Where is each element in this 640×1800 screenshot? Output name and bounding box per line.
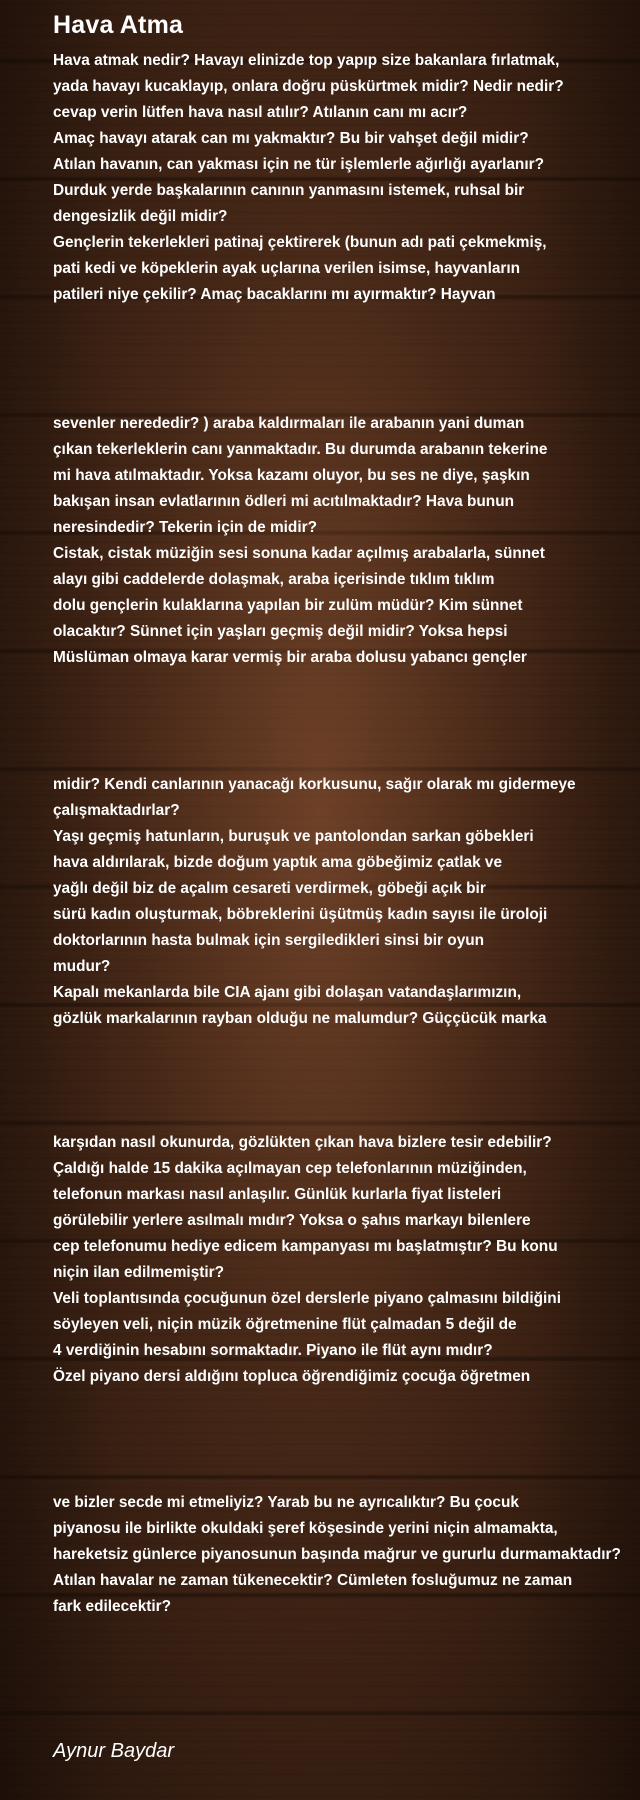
poem-line: Kapalı mekanlarda bile CIA ajanı gibi dolaşan vatandaşlarımızın, (53, 984, 522, 1001)
poem-line: Cistak, cistak müziğin sesi sonuna kadar açılmış arabalarla, sünnet (53, 545, 545, 562)
poem-line: telefonun markası nasıl anlaşılır. Günlük kurlarla fiyat listeleri (53, 1186, 502, 1203)
poem-line: 4 verdiğinin hesabını sormaktadır. Piyano ile flüt aynı mıdır? (53, 1342, 493, 1359)
poem-block-3 (53, 772, 638, 1032)
poem-line: karşıdan nasıl okunurda, gözlükten çıkan hava bizlere tesir edebilir? (53, 1134, 552, 1151)
poem-line: çıkan tekerleklerin canı yanmaktadır. Bu durumda arabanın tekerine (53, 441, 548, 458)
poem-line: Hava atmak nedir? Havayı elinizde top yapıp size bakanlara fırlatmak, (53, 52, 560, 69)
poem-line: midir? Kendi canlarının yanacağı korkusunu, sağır olarak mı gidermeye (53, 776, 576, 793)
poem-line: sürü kadın oluşturmak, böbreklerini üşütmüş kadın sayısı ile üroloji (53, 906, 548, 923)
poem-line: Durduk yerde başkalarının canının yanmasını istemek, ruhsal bir (53, 182, 525, 199)
poem-line: Gençlerin tekerlekleri patinaj çektirerek (bunun adı pati çekmekmiş, (53, 234, 547, 251)
poem-line: Yaşı geçmiş hatunların, buruşuk ve pantolondan sarkan göbekleri (53, 828, 534, 845)
poem-line: görülebilir yerlere asılmalı mıdır? Yoksa o şahıs markayı bilenlere (53, 1212, 531, 1229)
poem-title: Hava Atma (53, 11, 184, 39)
poem-line: yada havayı kucaklayıp, onlara doğru püskürtmek midir? Nedir nedir? (53, 78, 564, 95)
poem-block-1 (53, 48, 638, 308)
poem-line: Çaldığı halde 15 dakika açılmayan cep telefonlarının müziğinden, (53, 1160, 527, 1177)
poem-line: dengesizlik değil midir? (53, 208, 228, 225)
poem-line: Atılan havalar ne zaman tükenecektir? Cümleten fosluğumuz ne zaman (53, 1572, 573, 1589)
poem-line: Müslüman olmaya karar vermiş bir araba dolusu yabancı gençler (53, 649, 527, 666)
poem-line: doktorlarının hasta bulmak için sergiledikleri sinsi bir oyun (53, 932, 485, 949)
poem-block-5 (53, 1490, 638, 1620)
poem-line: mudur? (53, 958, 111, 975)
poem-line: niçin ilan edilmemiştir? (53, 1264, 225, 1281)
poem-line: olacaktır? Sünnet için yaşları geçmiş değil midir? Yoksa hepsi (53, 623, 508, 640)
poem-block-2 (53, 411, 638, 671)
poem-line: yağlı değil biz de açalım cesareti verdirmek, göbeği açık bir (53, 880, 486, 897)
poem-line: bakışan insan evlatlarının ödleri mi acıtılmaktadır? Hava bunun (53, 493, 514, 510)
poem-line: Atılan havanın, can yakması için ne tür işlemlerle ağırlığı ayarlanır? (53, 156, 544, 173)
poem-line: hareketsiz günlerce piyanosunun başında mağrur ve gururlu durmamaktadır? (53, 1546, 621, 1563)
poem-line: Veli toplantısında çocuğunun özel derslerle piyano çalmasını bildiğini (53, 1290, 561, 1307)
poem-line: cevap verin lütfen hava nasıl atılır? Atılanın canı mı acır? (53, 104, 468, 121)
poem-line: fark edilecektir? (53, 1598, 172, 1615)
poem-line: Amaç havayı atarak can mı yakmaktır? Bu bir vahşet değil midir? (53, 130, 529, 147)
poem-line: alayı gibi caddelerde dolaşmak, araba içerisinde tıklım tıklım (53, 571, 495, 588)
poem-line: sevenler nerededir? ) araba kaldırmaları ile arabanın yani duman (53, 415, 525, 432)
poem-line: neresindedir? Tekerin için de midir? (53, 519, 317, 536)
poem-line: cep telefonumu hediye edicem kampanyası mı başlatmıştır? Bu konu (53, 1238, 558, 1255)
poem-block-4 (53, 1130, 638, 1390)
poem-line: mi hava atılmaktadır. Yoksa kazamı oluyor, bu ses ne diye, şaşkın (53, 467, 530, 484)
poem-line: söyleyen veli, niçin müzik öğretmenine flüt çalmadan 5 değil de (53, 1316, 517, 1333)
poem-line: hava aldırılarak, bizde doğum yaptık ama göbeğimiz çatlak ve (53, 854, 503, 871)
poem-line: Özel piyano dersi aldığını topluca öğrendiğimiz çocuğa öğretmen (53, 1368, 531, 1385)
poem-line: piyanosu ile birlikte okuldaki şeref köşesinde yerini niçin almamakta, (53, 1520, 558, 1537)
poem-line: gözlük markalarının rayban olduğu ne malumdur? Güççücük marka (53, 1010, 547, 1027)
poem-line: pati kedi ve köpeklerin ayak uçlarına verilen isimse, hayvanların (53, 260, 521, 277)
poem-line: patileri niye çekilir? Amaç bacaklarını mı ayırmaktır? Hayvan (53, 286, 496, 303)
poem-line: ve bizler secde mi etmeliyiz? Yarab bu ne ayrıcalıktır? Bu çocuk (53, 1494, 519, 1511)
author-name: Aynur Baydar (53, 1740, 174, 1762)
poem-line: çalışmaktadırlar? (53, 802, 180, 819)
poem-line: dolu gençlerin kulaklarına yapılan bir zulüm müdür? Kim sünnet (53, 597, 523, 614)
